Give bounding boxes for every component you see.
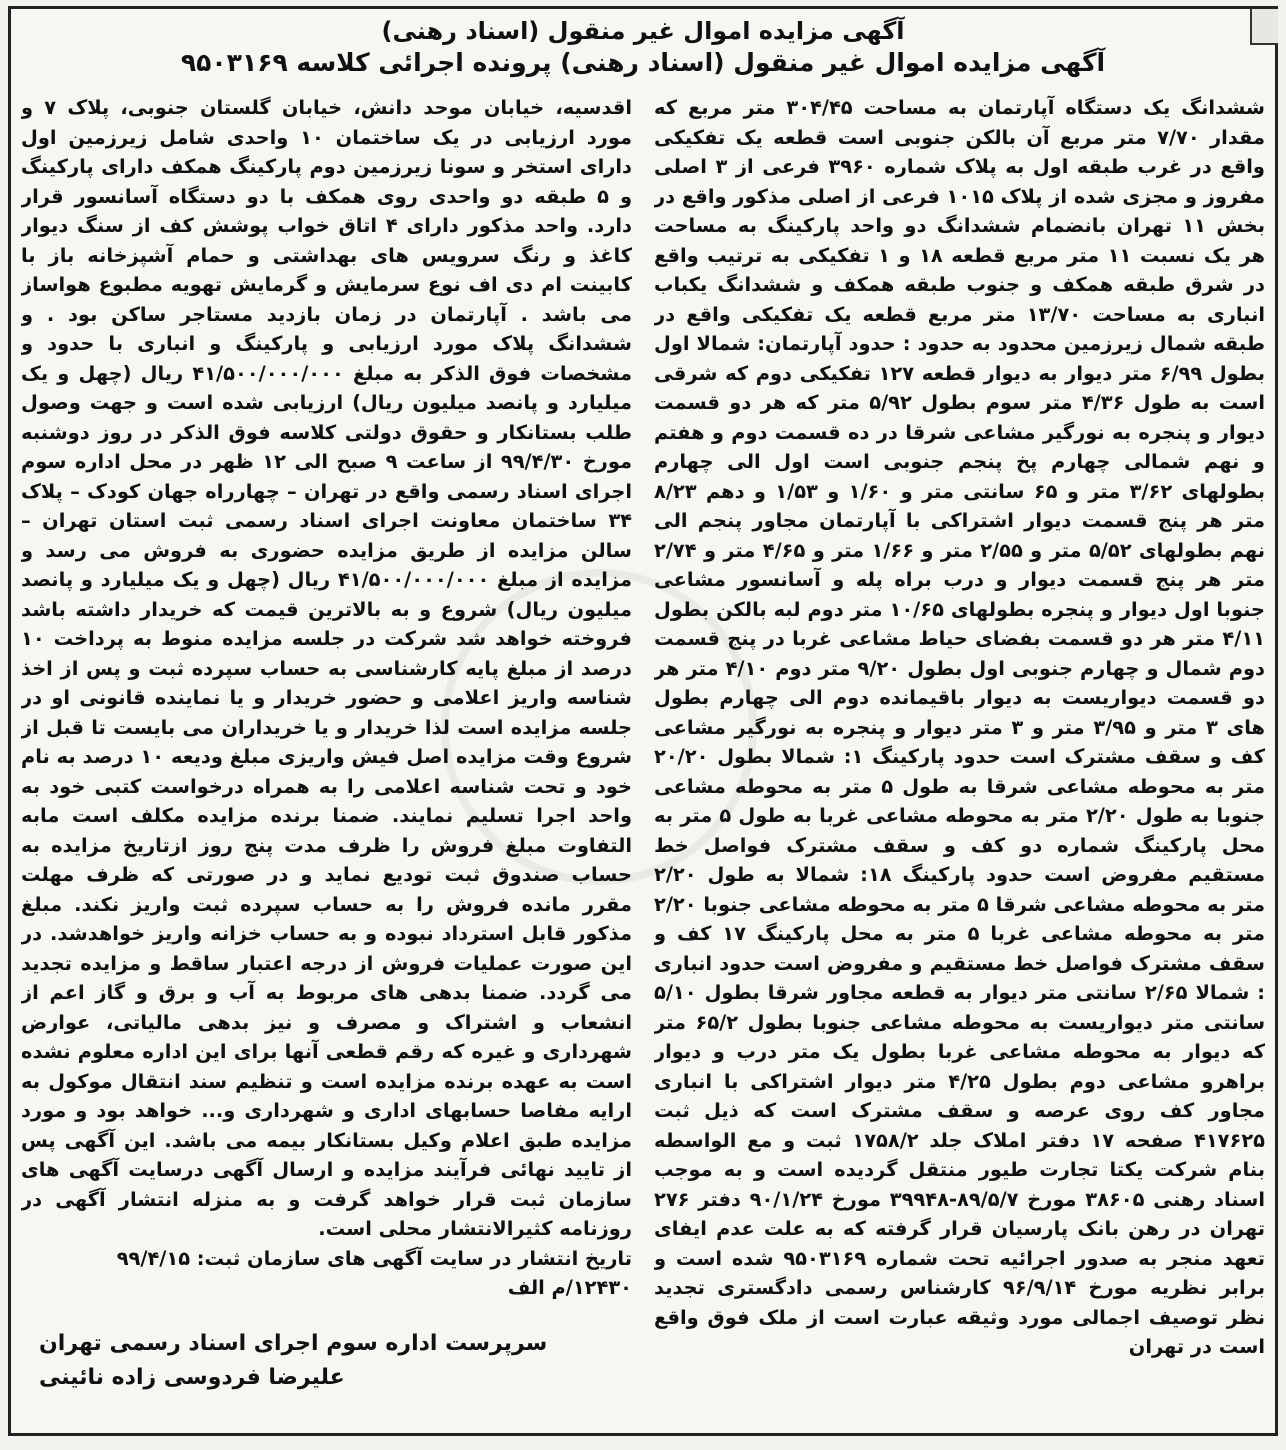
signature-title: سرپرست اداره سوم اجرای اسناد رسمی تهران <box>39 1330 548 1356</box>
left-column <box>21 93 632 1423</box>
page-corner <box>1250 9 1278 45</box>
signature-name: علیرضا فردوسی زاده نائینی <box>39 1364 345 1390</box>
notice-header <box>11 9 1275 79</box>
notice-page <box>8 6 1278 1436</box>
right-column <box>654 93 1265 1423</box>
notice-title: آگهی مزایده اموال غیر منقول (اسناد رهنی) <box>381 17 905 45</box>
signature-block <box>21 1327 632 1395</box>
auction-terms: اقدسیه، خیابان موحد دانش، خیابان گلستان جنوبی، پلاک ۷ و مورد ارزیابی در یک ساختمان ۱۰ واحدی شامل زیرزمین اول دارای استخر و سونا زیرزمین دوم پارکینگ همکف دارای پارکینگ و ۵ طبقه دو واحدی روی همکف با دو دستگاه آسانسور قرار دارد. واحد مذکور دارای ۴ اتاق خواب پوشش کف از سنگ دیوار کاغذ و رنگ سرویس های بهداشتی و حمام آشپزخانه باز با کابینت ام دی اف نوع سرمایش و گرمایش تهویه مطبوع هواساز می باشد . آپارتمان در زمان بازدید مستاجر ساکن بود . و ششدانگ پلاک مورد ارزیابی و پارکینگ و انباری با حدود و مشخصات فوق الذکر به مبلغ ۴۱/۵۰۰/۰۰۰/۰۰۰ ریال (چهل و یک میلیارد و پانصد میلیون ریال) ارزیابی شده است و جهت وصول طلب بستانکار و حقوق دولتی کلاسه فوق الذکر در روز دوشنبه مورخ ۹۹/۴/۳۰ از ساعت ۹ صبح الی ۱۲ ظهر در محل اداره سوم اجرای اسناد رسمی واقع در تهران – چهارراه جهان کودک – پلاک ۳۴ ساختمان معاونت اجرای اسناد رسمی ثبت استان تهران – سالن مزایده از طریق مزایده حضوری به فروش می رسد و مزایده از مبلغ ۴۱/۵۰۰/۰۰۰/۰۰۰ ریال (چهل و یک میلیارد و پانصد میلیون ریال) شروع و به بالاترین قیمت که خریدار داشته باشد فروخته خواهد شد شرکت در جلسه مزایده منوط به پرداخت ۱۰ درصد از مبلغ پایه کارشناسی به حساب سپرده ثبت و پس از اخذ شناسه واریز اعلامی و حضور خریدار و یا نماینده قانونی او در جلسه مزایده است لذا خریدار و یا خریداران می بایست تا قبل از شروع وقت مزایده اصل فیش واریزی مبلغ ودیعه ۱۰ درصد به نام خود و تحت شناسه اعلامی را به همراه درخواست کتبی خود به واحد اجرا تسلیم نمایند. ضمنا برنده مزایده مکلف است مابه التفاوت مبلغ فروش را ظرف مدت پنج روز ازتاریخ مزایده به حساب صندوق ثبت تودیع نماید و در صورتی که ظرف مهلت مقرر مانده فروش را به حساب سپرده ثبت واریز نکند. مبلغ مذکور قابل استرداد نبوده و به حساب خزانه واریز خواهدشد. در این صورت عملیات فروش از درجه اعتبار ساقط و مزایده تجدید می گردد. ضمنا بدهی های مربوط به آب و برق و گاز اعم از انشعاب و اشتراک و مصرف و نیز بدهی مالیاتی، عوارض شهرداری و غیره که رقم قطعی آنها برای این اداره معلوم نشده است به عهده برنده مزایده است و تنظیم سند انتقال موکول به ارایه مفاصا حسابهای اداری و شهرداری و... خواهد بود و مورد مزایده طبق اعلام وکیل بستانکار بیمه می باشد. این آگهی پس از تایید نهائی فرآیند مزایده و ارسال آگهی درسایت آگهی های سازمان ثبت قرار خواهد گرفت و به منزله انتشار آگهی در روزنامه کثیرالانتشار محلی است. <box>21 96 632 1240</box>
notice-subtitle: آگهی مزایده اموال غیر منقول (اسناد رهنی) پرونده اجرائی کلاسه ۹۵۰۳۱۶۹ <box>180 48 1106 77</box>
reference-number: ۱۲۴۳۰/م الف <box>507 1276 632 1299</box>
property-description: ششدانگ یک دستگاه آپارتمان به مساحت ۳۰۴/۴۵ متر مربع که مقدار ۷/۷۰ متر مربع آن بالکن جنوبی است قطعه یک تفکیکی واقع در غرب طبقه اول به پلاک شماره ۳۹۶۰ فرعی از ۳ اصلی مفروز و مجزی شده از پلاک ۱۰۱۵ فرعی از اصلی مذکور واقع در بخش ۱۱ تهران بانضمام ششدانگ دو واحد پارکینگ به مساحت هر یک نسبت ۱۱ متر مربع قطعه ۱۸ و ۱ تفکیکی به ترتیب واقع در شرق طبقه همکف و جنوب طبقه همکف و ششدانگ یکباب انباری به مساحت ۱۳/۷۰ متر مربع قطعه یک تفکیکی واقع در طبقه شمال زیرزمین محدود به حدود : حدود آپارتمان: شمالا اول بطول ۶/۹۹ متر دیوار به دیوار قطعه ۱۲۷ تفکیکی دوم که شرقی است به طول ۴/۳۶ متر سوم بطول ۵/۹۲ متر که هر دو قسمت دیوار و پنجره به نورگیر مشاعی شرقا در ده قسمت دوم و هفتم و نهم شمالی چهارم پخ پنجم جنوبی است اول الی چهارم بطولهای ۳/۶۲ متر و ۶۵ سانتی متر و ۱/۶۰ و ۱/۵۳ و دهم ۸/۲۳ متر هر پنج قسمت دیوار اشتراکی با آپارتمان مجاور پنجم الی نهم بطولهای ۵/۵۲ متر و ۲/۵۵ متر و ۱/۶۶ متر و ۴/۶۵ متر و ۲/۷۴ متر هر پنج قسمت دیوار و درب براه پله و آسانسور مشاعی جنوبا اول دیوار و پنجره بطولهای ۱۰/۶۵ متر دوم لبه بالکن بطول ۴/۱۱ متر هر دو قسمت بفضای حیاط مشاعی غربا در پنج قسمت دوم شمال و چهارم جنوبی اول بطول ۹/۲۰ متر دوم ۴/۱۰ متر هر دو قسمت دیواریست به دیوار باقیمانده دوم الی چهارم بطول های ۳ متر و ۳/۹۵ متر و ۳ متر دیوار و پنجره به نورگیر مشاعی کف و سقف مشترک است حدود پارکینگ ۱: شمالا بطول ۲۰/۲۰ متر به محوطه مشاعی شرقا به طول ۵ متر به محوطه مشاعی جنوبا به طول ۲/۲۰ متر به محوطه مشاعی غربا به طول ۵ متر به محل پارکینگ شماره دو کف و سقف مشترک فواصل خط مستقیم مفروض است حدود پارکینگ ۱۸: شمالا به طول ۲/۲۰ متر به محوطه مشاعی شرقا ۵ متر به محوطه مشاعی جنوبا ۲/۲۰ متر به محوطه مشاعی غربا ۵ متر به محل پارکینگ ۱۷ کف و سقف مشترک فواصل خط مستقیم و مفروض است حدود انباری : شمالا ۲/۶۵ سانتی متر دیوار به قطعه مجاور شرقا بطول ۵/۱۰ سانتی متر دیواریست به محوطه مشاعی جنوبا بطول ۶۵/۲ متر که دیوار به محوطه مشاعی غربا بطول یک متر درب و دیوار براهرو مشاعی دوم بطول ۴/۲۵ متر دیوار اشتراکی با انباری مجاور کف روی عرصه و سقف مشترک است که ذیل ثبت ۴۱۷۶۲۵ صفحه ۱۷ دفتر املاک جلد ۱۷۵۸/۲ ثبت و مع الواسطه بنام شرکت یکتا تجارت طیور منتقل گردیده است و به موجب اسناد رهنی ۳۸۶۰۵ مورخ ۸۹/۵/۷-۳۹۹۴۸ مورخ ۹۰/۱/۲۴ دفتر ۲۷۶ تهران در رهن بانک پارسیان قرار گرفته که به علت عدم ایفای تعهد منجر به صدور اجرائیه تحت شماره ۹۵۰۳۱۶۹ شده است و برابر نظریه مورخ ۹۶/۹/۱۴ کارشناس رسمی دادگستری تجدید نظر توصیف اجمالی مورد وثیقه عبارت است از ملک فوق واقع است در تهران <box>654 96 1265 1358</box>
notice-body <box>21 93 1265 1423</box>
publish-date: تاریخ انتشار در سایت آگهی های سازمان ثبت: ۹۹/۴/۱۵ <box>116 1246 632 1270</box>
